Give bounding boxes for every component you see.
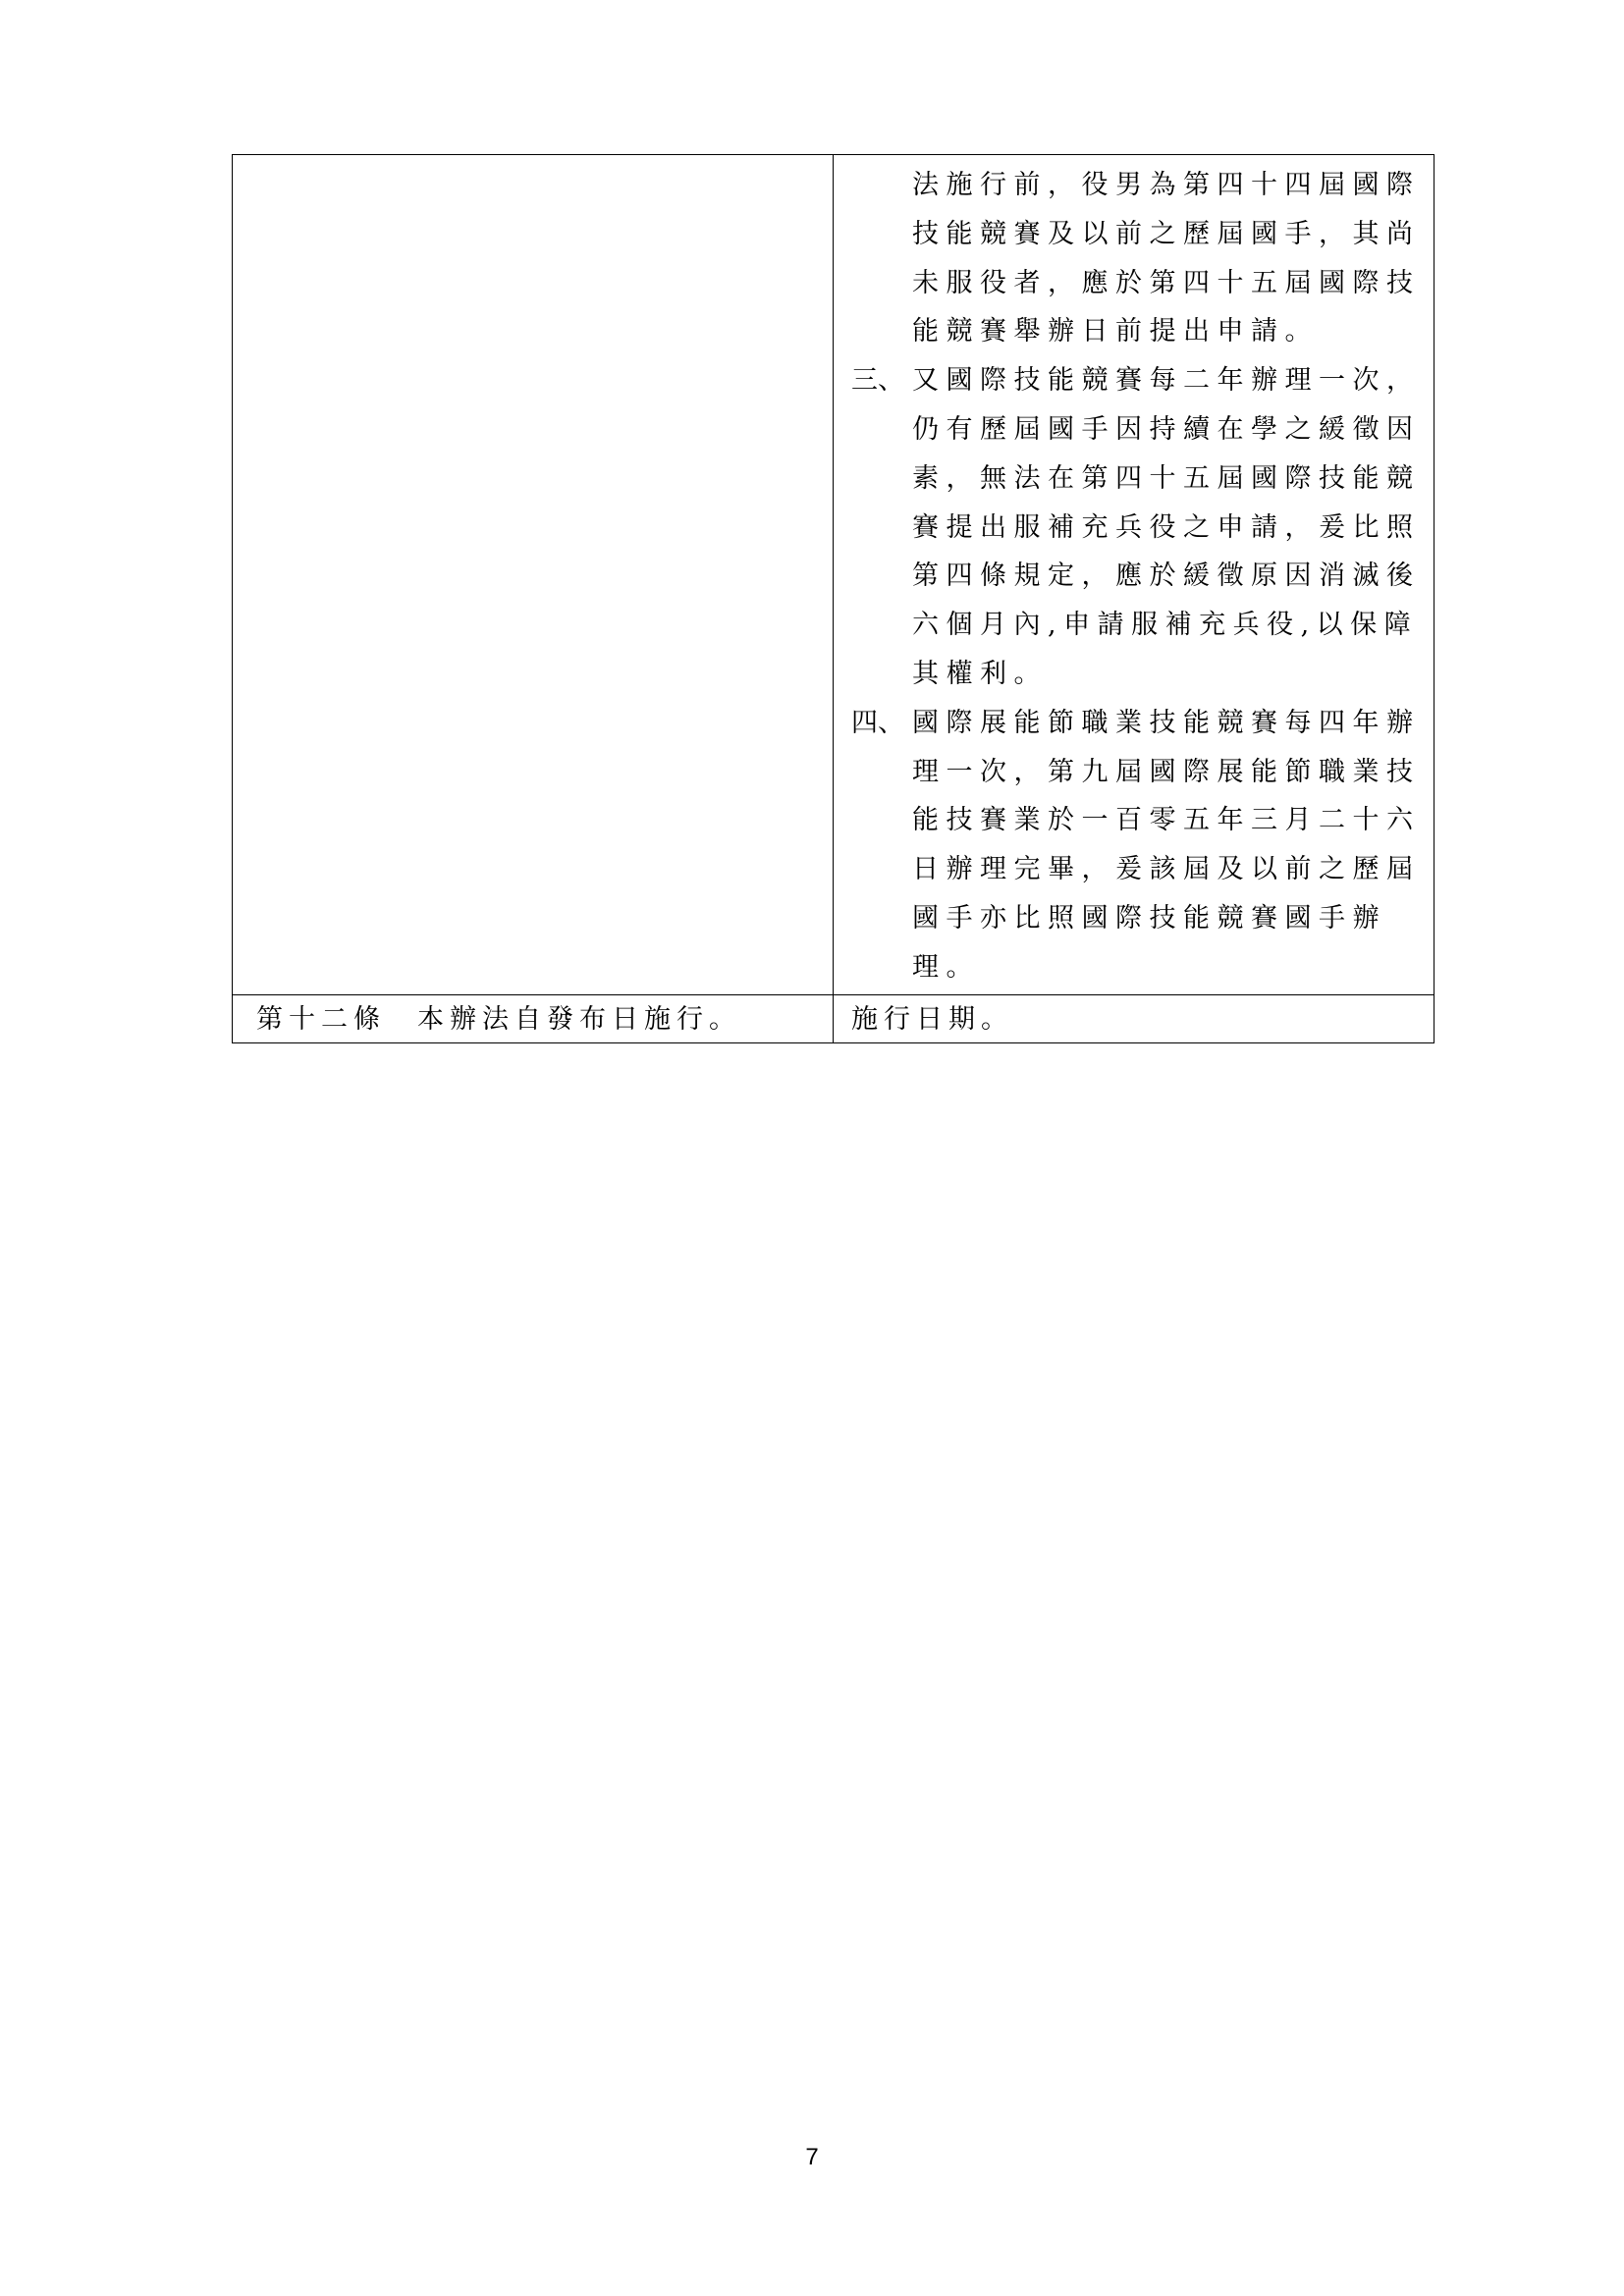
paragraph-line: 賽提出服補充兵役之申請，爰比照 <box>912 511 1421 543</box>
article-12-text: 本辦法自發布日施行。 <box>417 1003 741 1035</box>
item-4-number: 四、 <box>851 707 904 738</box>
paragraph-line: 國手亦比照國際技能競賽國手辦 <box>912 902 1386 934</box>
paragraph-line: 理一次，第九屆國際展能節職業技 <box>912 756 1421 787</box>
paragraph-line: 六個月內,申請服補充兵役,以保障 <box>912 610 1419 641</box>
paragraph-line: 素，無法在第四十五屆國際技能競 <box>912 462 1421 494</box>
item-line-text: 國際展能節職業技能競賽每四年辦 <box>912 707 1421 738</box>
regulation-comparison-table <box>232 154 1435 1043</box>
paragraph-line: 法施行前，役男為第四十四屆國際 <box>912 170 1421 200</box>
page-number: 7 <box>805 2144 819 2170</box>
article-12-explanation-cell <box>834 994 1435 1042</box>
paragraph-line: 能技賽業於一百零五年三月二十六 <box>912 805 1421 836</box>
article-12-cell <box>233 994 834 1042</box>
paragraph-line: 能競賽舉辦日前提出申請。 <box>912 316 1319 347</box>
paragraph-line: 理。 <box>912 951 980 983</box>
explanation-cell <box>834 155 1435 995</box>
paragraph-line: 未服役者，應於第四十五屆國際技 <box>912 267 1421 298</box>
article-12-label: 第十二條 <box>256 1003 386 1035</box>
table-row <box>233 155 1435 995</box>
paragraph-line: 日辦理完畢，爰該屆及以前之歷屆 <box>912 854 1421 885</box>
item-line-text: 又國際技能競賽每二年辦理一次， <box>912 365 1421 397</box>
paragraph-line: 技能競賽及以前之歷屆國手，其尚 <box>912 218 1421 249</box>
item-3-first-line <box>851 356 1420 405</box>
article-text-cell-empty <box>233 155 834 995</box>
item-4-first-line <box>851 699 1420 748</box>
table-row <box>233 994 1435 1042</box>
item-3-number: 三、 <box>851 365 904 397</box>
article-12-explanation: 施行日期。 <box>851 1003 1013 1035</box>
paragraph-line: 其權利。 <box>912 658 1048 689</box>
paragraph-line: 仍有歷屆國手因持續在學之緩徵因 <box>912 413 1421 445</box>
paragraph-line: 第四條規定，應於緩徵原因消滅後 <box>912 561 1421 592</box>
